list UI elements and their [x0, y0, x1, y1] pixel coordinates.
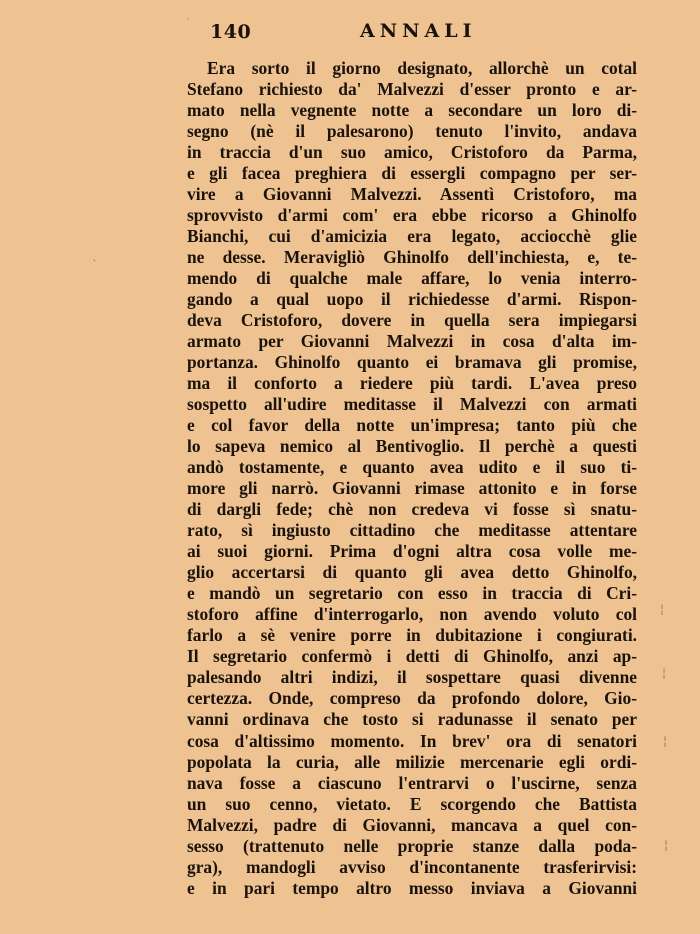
- text-line: vire a Giovanni Malvezzi. Assentì Cristoforo, ma: [187, 184, 637, 205]
- running-head: ANNALI: [360, 20, 477, 42]
- page-header: [186, 18, 636, 48]
- text-line: vanni ordinava che tosto si radunasse il senato per: [187, 709, 637, 730]
- text-line: Malvezzi, padre di Giovanni, mancava a quel con-: [187, 814, 637, 835]
- text-line: e gli facea preghiera di essergli compagno per ser-: [187, 163, 637, 184]
- text-line: farlo a sè venire porre in dubitazione i congiurati.: [187, 625, 637, 646]
- text-line: nava fosse a ciascuno l'entrarvi o l'uscirne, senza: [187, 772, 637, 793]
- margin-mark: ¦: [663, 734, 668, 748]
- text-line: armato per Giovanni Malvezzi in cosa d'alta im-: [187, 331, 637, 352]
- text-line: ai suoi giorni. Prima d'ogni altra cosa volle me-: [187, 541, 637, 562]
- text-line: mato nella vegnente notte a secondare un loro di-: [187, 100, 637, 121]
- text-line: in traccia d'un suo amico, Cristoforo da Parma,: [187, 142, 637, 163]
- print-mark: ˋ: [186, 18, 191, 29]
- text-line: un suo cenno, vietato. E scorgendo che Battista: [187, 793, 637, 814]
- text-line: ne desse. Meravigliò Ghinolfo dell'inchiesta, e, te-: [187, 247, 637, 268]
- text-line: sospetto all'udire meditasse il Malvezzi con armati: [187, 394, 637, 415]
- margin-mark: ¦: [664, 838, 669, 852]
- margin-mark: ¦: [660, 602, 665, 616]
- text-line: lo sapeva nemico al Bentivoglio. Il perchè a questi: [187, 436, 637, 457]
- text-line: palesando altri indizi, il sospettare quasi divenne: [187, 667, 637, 688]
- text-line: mendo di qualche male affare, lo venia interro-: [187, 268, 637, 289]
- text-line: popolata la curia, alle milizie mercenarie egli ordi-: [187, 751, 637, 772]
- text-line: glio accertarsi di quanto gli avea detto Ghinolfo,: [187, 562, 637, 583]
- text-line: Il segretario confermò i detti di Ghinolfo, anzi ap-: [187, 646, 637, 667]
- text-line: sprovvisto d'armi com' era ebbe ricorso a Ghinolfo: [187, 205, 637, 226]
- text-line: e mandò un segretario con esso in traccia di Cri-: [187, 583, 637, 604]
- text-line: ma il conforto a riedere più tardi. L'avea preso: [187, 373, 637, 394]
- body-text: [187, 58, 637, 899]
- text-line: gra), mandogli avviso d'incontanente trasferirvisi:: [187, 856, 637, 877]
- text-line: gando a qual uopo il richiedesse d'armi. Rispon-: [187, 289, 637, 310]
- text-line: portanza. Ghinolfo quanto ei bramava gli promise,: [187, 352, 637, 373]
- text-line: di dargli fede; chè non credeva vi fosse sì snatu-: [187, 499, 637, 520]
- text-line: sesso (trattenuto nelle proprie stanze dalla poda-: [187, 835, 637, 856]
- text-line: deva Cristoforo, dovere in quella sera impiegarsi: [187, 310, 637, 331]
- text-line: more gli narrò. Giovanni rimase attonito e in forse: [187, 478, 637, 499]
- margin-mark: ˋ: [92, 258, 98, 272]
- text-line: stoforo affine d'interrogarlo, non avendo voluto col: [187, 604, 637, 625]
- text-line: rato, sì ingiusto cittadino che meditasse attentare: [187, 520, 637, 541]
- text-line: Bianchi, cui d'amicizia era legato, acciocchè glie: [187, 226, 637, 247]
- page-number: 140: [210, 21, 252, 43]
- text-line: e col favor della notte un'impresa; tanto più che: [187, 415, 637, 436]
- text-line: Stefano richiesto da' Malvezzi d'esser pronto e ar-: [187, 79, 637, 100]
- text-line: e in pari tempo altro messo inviava a Giovanni: [187, 877, 637, 898]
- text-line: certezza. Onde, compreso da profondo dolore, Gio-: [187, 688, 637, 709]
- text-line: segno (nè il palesarono) tenuto l'invito, andava: [187, 121, 637, 142]
- text-line: Era sorto il giorno designato, allorchè un cotal: [207, 58, 637, 78]
- text-line: andò tostamente, e quanto avea udito e il suo ti-: [187, 457, 637, 478]
- text-line: cosa d'altissimo momento. In brev' ora di senatori: [187, 730, 637, 751]
- margin-mark: ¦: [662, 666, 667, 680]
